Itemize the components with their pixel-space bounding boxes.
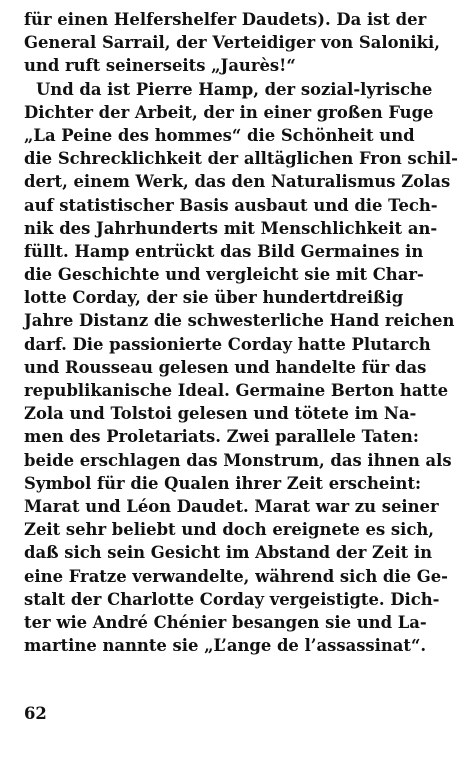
text-line: ter wie André Chénier besangen sie und La-	[24, 612, 427, 632]
text-line: die Geschichte und vergleicht sie mit Char-	[24, 265, 424, 285]
text-line: General Sarrail, der Verteidiger von Saloniki,	[24, 33, 440, 53]
text-line: Symbol für die Qualen ihrer Zeit erscheint:	[24, 473, 422, 493]
text-line: Dichter der Arbeit, der in einer großen Fuge	[24, 102, 434, 122]
text-line: Marat und Léon Daudet. Marat war zu seiner	[24, 496, 439, 516]
page-number: 62	[24, 704, 47, 723]
text-line: men des Proletariats. Zwei parallele Taten:	[24, 427, 419, 447]
text-line: republikanische Ideal. Germaine Berton hatte	[24, 381, 449, 400]
text-line: lotte Corday, der sie über hundertdreißig	[24, 288, 404, 308]
text-line: „La Peine des hommes“ die Schönheit und	[24, 125, 415, 145]
paragraph-start-line: Und da ist Pierre Hamp, der sozial-lyrische	[36, 79, 433, 99]
text-line: dert, einem Werk, das den Naturalismus Zolas	[24, 172, 451, 192]
text-line: daß sich sein Gesicht im Abstand der Zeit in	[24, 543, 433, 563]
body-text	[24, 8, 458, 657]
text-line: darf. Die passionierte Corday hatte Plutarch	[24, 334, 431, 354]
text-line: Zola und Tolstoi gelesen und tötete im Na-	[24, 404, 417, 424]
text-line: und ruft seinerseits „Jaurès!“	[24, 56, 296, 76]
text-line: eine Fratze verwandelte, während sich die Ge-	[24, 566, 448, 586]
text-line: martine nannte sie „L’ange de l’assassinat“.	[24, 636, 427, 656]
text-line: füllt. Hamp entrückt das Bild Germaines in	[24, 241, 424, 261]
text-line: für einen Helfershelfer Daudets). Da ist der	[24, 10, 427, 29]
text-line: beide erschlagen das Monstrum, das ihnen als	[24, 450, 452, 470]
text-line: und Rousseau gelesen und handelte für das	[24, 357, 427, 377]
text-line: nik des Jahrhunderts mit Menschlichkeit an-	[24, 218, 438, 238]
text-line: Zeit sehr beliebt und doch ereignete es sich,	[24, 520, 434, 540]
text-line: stalt der Charlotte Corday vergeistigte. Dich-	[24, 589, 440, 609]
text-line: die Schrecklichkeit der alltäglichen Fron schil-	[24, 149, 458, 169]
text-line: auf statistischer Basis ausbaut und die Tech-	[24, 195, 438, 215]
text-line: Jahre Distanz die schwesterliche Hand reichen	[24, 311, 455, 331]
